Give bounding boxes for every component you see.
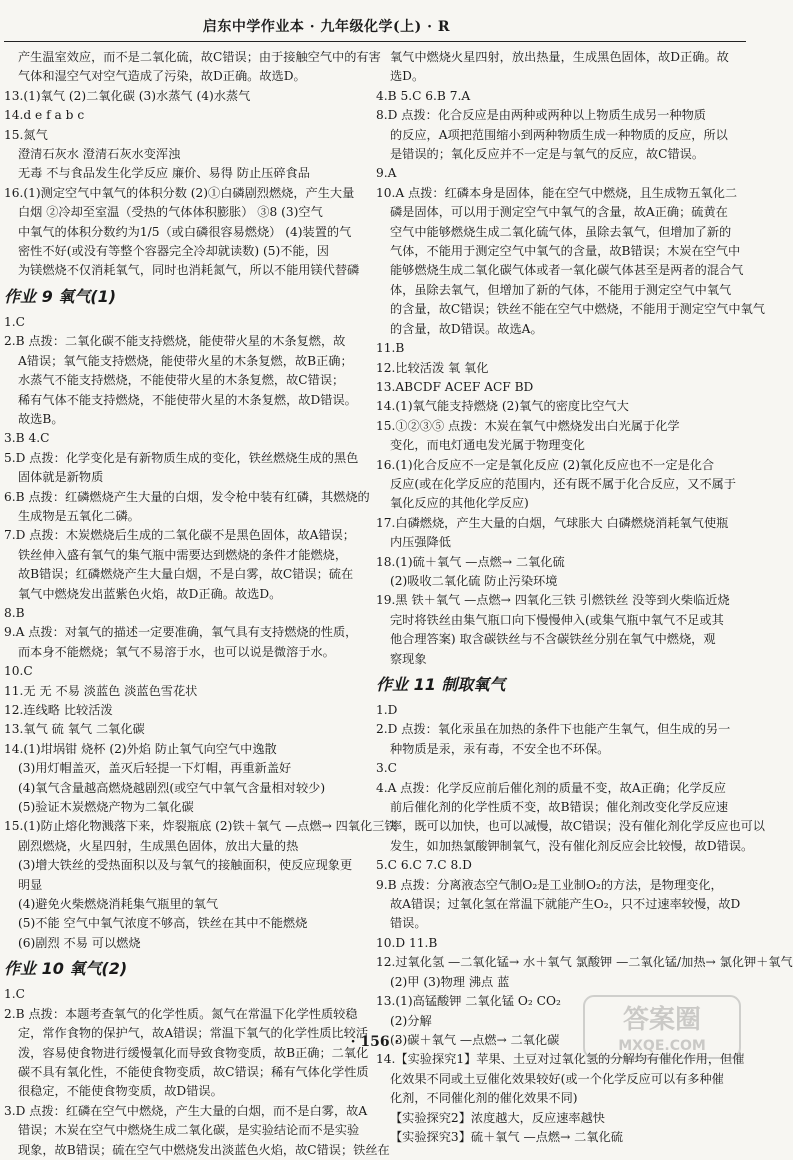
answer-line: 率，既可以加快，也可以减慢，故C错误；没有催化剂化学反应也可以 [390,819,765,834]
answer-line: (3)用灯帽盖灭，盖灭后轻提一下灯帽，再重新盖好 [18,761,292,776]
answer-line: 固体就是新物质 [18,470,104,485]
answer-line: 11.无 无 不易 淡蓝色 淡蓝色雪花状 [4,683,198,698]
answer-line: 碳不具有氧化性，不能使食物变质，故C错误；稀有气体化学性质 [18,1064,369,1079]
answer-line: A错误；氧气能支持燃烧，能使带火星的木条复燃，故B正确； [18,353,353,368]
answer-line: 1.C [4,987,25,1002]
answer-line: 13.ABCDF ACEF ACF BD [376,379,534,394]
answer-line: 很稳定，不能使食物变质，故D错误。 [18,1084,223,1099]
answer-line: (2)吸收二氧化硫 防止污染环境 [390,573,558,588]
answer-line: 13.氧气 硫 氧气 二氧化碳 [4,722,145,737]
answer-line: 11.B [376,341,405,356]
answer-line: 澄清石灰水 澄清石灰水变浑浊 [18,147,181,162]
answer-line: 产生温室效应，而不是二氧化硫，故C错误；由于接触空气中的有害 [18,50,381,64]
answer-line: 反应(或在化学反应的范围内，还有既不属于化合反应，又不属于 [390,476,737,491]
section-title: 作业 11 制取氧气 [376,675,506,694]
answer-line: 14.(1)坩埚钳 烧杯 (2)外焰 防止氧气向空气中逸散 [4,741,277,756]
answer-line: 内压强降低 [390,535,451,550]
answer-line: 15.(1)防止熔化物溅落下来，炸裂瓶底 (2)铁＋氧气 —点燃→ 四氧化三铁 [4,819,397,834]
answer-line: 4.B 5.C 6.B 7.A [376,88,471,103]
answer-line: 的反应，A项把范围缩小到两种物质生成一种物质的反应，所以 [390,127,728,142]
answer-line: 白烟 ②冷却至室温（受热的气体体积膨胀） ③8 (3)空气 [18,205,323,220]
answer-line: 氧化反应的其他化学反应) [390,496,529,511]
answer-line: 是错误的；氧化反应并不一定是与氧气的反应，故C错误。 [390,147,705,162]
answer-line: 14.【实验探究1】苹果、土豆对过氧化氢的分解均有催化作用，但催 [376,1052,745,1067]
answer-line: (2)甲 (3)物理 沸点 蓝 [390,974,510,989]
answer-line: 16.(1)化合反应不一定是氧化反应 (2)氧化反应也不一定是化合 [376,457,715,472]
answer-line: 1.C [4,314,25,329]
page-number: · 156 · [350,1034,400,1050]
answer-line: 种物质是汞，汞有毒，不安全也不环保。 [390,741,610,756]
watermark-subtext: MXQE.COM [618,1038,706,1054]
answer-line: 2.D 点拨：氧化汞虽在加热的条件下也能产生氧气，但生成的另一 [376,722,731,737]
answer-line: 明显 [18,877,43,892]
answer-line: 察现象 [390,651,427,666]
answer-line: 剧烈燃烧，火星四射，生成黑色固体，放出大量的热 [18,838,299,853]
answer-line: 15.氮气 [4,127,48,142]
answer-line: 生成物是五氧化二磷。 [18,508,140,523]
answer-line: 18.(1)硫＋氧气 —点燃→ 二氧化硫 [376,554,565,569]
answer-line: 3.D 点拨：红磷在空气中燃烧，产生大量的白烟，而不是白雾，故A [4,1103,368,1118]
answer-line: 17.白磷燃烧，产生大量的白烟，气球胀大 白磷燃烧消耗氧气使瓶 [376,515,729,530]
answer-line: 发生，如加热氯酸钾制氧气，没有催化剂反应会比较慢，故D错误。 [390,838,754,853]
answer-line: 3.B 4.C [4,431,50,446]
answer-line: 化剂，不同催化剂的催化效果不同) [390,1091,578,1106]
answer-line: 【实验探究3】硫＋氧气 —点燃→ 二氧化硫 [390,1129,623,1144]
answer-line: 2.B 点拨：二氧化碳不能支持燃烧，能使带火星的木条复燃，故 [4,334,346,349]
answer-line: 体，虽除去氧气，但增加了新的气体，不能用于测定空气中氧气 [390,282,732,297]
answer-line: 10.C [4,664,33,679]
answer-line: 19.黑 铁＋氧气 —点燃→ 四氧化三铁 引燃铁丝 没等到火柴临近烧 [376,593,730,608]
answer-line: 的含量，故D错误。故选A。 [390,321,543,336]
answer-line: 完时将铁丝由集气瓶口向下慢慢伸入(或集气瓶中氧气不足或其 [390,612,724,627]
header-rule [4,41,746,42]
answer-line: 前后催化剂的化学性质不变，故B错误；催化剂改变化学反应速 [390,800,729,815]
answer-line: 10.A 点拨：红磷本身是固体，能在空气中燃烧，且生成物五氧化二 [376,185,738,200]
answer-line: 16.(1)测定空气中氧气的体积分数 (2)①白磷剧烈燃烧，产生大量 [4,185,355,200]
answer-line: 2.B 点拨：本题考查氧气的化学性质。氮气在常温下化学性质较稳 [4,1006,358,1021]
answer-line: 现象，故B错误；硫在空气中燃烧发出淡蓝色火焰，故C错误；铁丝在 [18,1142,390,1157]
answer-line: 故选B。 [18,411,64,426]
page-header [0,6,750,42]
answer-line: 气体和湿空气对空气造成了污染，故D正确。故选D。 [18,69,306,84]
answer-line: 铁丝伸入盛有氧气的集气瓶中需要达到燃烧的条件才能燃烧， [18,547,348,562]
answer-line: 定，常作食物的保护气，故A错误；常温下氧气的化学性质比较活 [18,1026,369,1041]
answer-line: 错误；木炭在空气中燃烧生成二氧化碳，是实验结论而不是实验 [18,1123,360,1138]
answer-line: 6.B 点拨：红磷燃烧产生大量的白烟，发令枪中装有红磷，其燃烧的 [4,489,370,504]
answer-line: 他合理答案) 取含碳铁丝与不含碳铁丝分别在氧气中燃烧，观 [390,632,716,647]
answer-line: (6)剧烈 不易 可以燃烧 [18,935,141,950]
answer-line: 变化，而电灯通电发光属于物理变化 [390,438,585,453]
answer-line: (4)氧气含量越高燃烧越剧烈(或空气中氧气含量相对较少) [18,780,326,795]
answer-line: (3)碳＋氧气 —点燃→ 二氧化碳 [390,1032,560,1047]
answer-line: 为镁燃烧不仅消耗氧气，同时也消耗氮气，所以不能用镁代替磷 [18,263,360,278]
answer-line: 中氧气的体积分数约为1/5（或白磷很容易燃烧） (4)装置的气 [18,224,352,239]
answer-line: 1.D [376,703,398,717]
answer-line: 故B错误；红磷燃烧产生大量白烟，不是白雾，故C错误；硫在 [18,567,354,582]
answer-line: (2)分解 [390,1013,432,1028]
answer-line: 15.①②③⑤ 点拨：木炭在氧气中燃烧发出白光属于化学 [376,418,680,433]
answer-line: 8.D 点拨：化合反应是由两种或两种以上物质生成另一种物质 [376,108,706,123]
answer-line: 故A错误；过氧化氢在常温下就能产生O₂，只不过速率较慢，故D [390,897,741,912]
answer-line: 12.过氧化氢 —二氧化锰→ 水＋氧气 氯酸钾 —二氧化锰/加热→ 氯化钾＋氧气 [376,955,793,970]
answer-line: (5)不能 空气中氧气浓度不够高，铁丝在其中不能燃烧 [18,916,308,931]
answer-line: 空气中能够燃烧生成二氧化硫气体，虽除去氧气，但增加了新的 [390,224,732,239]
header-title: 启东中学作业本 · 九年级化学(上) · R [202,19,450,35]
answer-line: 14.d e f a b c [4,108,85,123]
answer-line: (3)增大铁丝的受热面积以及与氧气的接触面积，使反应现象更 [18,858,353,873]
answer-line: 7.D 点拨：木炭燃烧后生成的二氧化碳不是黑色固体，故A错误； [4,528,355,543]
answer-line: (4)避免火柴燃烧消耗集气瓶里的氧气 [18,897,219,912]
answer-line: 13.(1)氧气 (2)二氧化碳 (3)水蒸气 (4)水蒸气 [4,88,251,103]
section-title: 作业 10 氧气(2) [4,959,128,979]
answer-line: 3.C [376,761,397,776]
answer-line: 5.C 6.C 7.C 8.D [376,858,472,873]
answer-line: 能够燃烧生成二氧化碳气体或者一氧化碳气体甚至是两者的混合气 [390,263,744,278]
answer-line: 的含量，故C错误；铁丝不能在空气中燃烧，不能用于测定空气中氧气 [390,302,765,317]
watermark-text: 答案圈 [622,1005,702,1035]
answer-line: 泼，容易使食物进行缓慢氧化而导致食物变质，故B正确；二氧化 [18,1045,369,1060]
watermark-logo [582,994,742,1060]
answer-line: 9.A 点拨：对氧气的描述一定要准确，氧气具有支持燃烧的性质， [4,625,358,640]
answer-line: (5)验证木炭燃烧产物为二氧化碳 [18,800,194,815]
answer-line: 氧气中燃烧发出蓝紫色火焰，故D正确。故选D。 [18,586,282,601]
answer-line: 选D。 [390,69,425,84]
answer-line: 稀有气体不能支持燃烧，不能使带火星的木条复燃，故D错误。 [18,392,357,407]
answer-line: 错误。 [390,916,427,931]
answer-line: 14.(1)氧气能支持燃烧 (2)氧气的密度比空气大 [376,399,629,414]
answer-line: 化效果不同或土豆催化效果较好(或一个化学反应可以有多种催 [390,1071,724,1086]
answer-line: 12.连线略 比较活泼 [4,703,113,717]
answer-line: 9.B 点拨：分离液态空气制O₂是工业制O₂的方法，是物理变化， [376,877,723,892]
answer-line: 13.(1)高锰酸钾 二氧化锰 O₂ CO₂ [376,994,561,1009]
answer-line: 8.B [4,605,25,620]
answer-line: 而本身不能燃烧；氧气不易溶于水，也可以说是微溶于水。 [18,644,335,659]
answer-line: 12.比较活泼 氧 氧化 [376,360,489,375]
answer-line: 4.A 点拨：化学反应前后催化剂的质量不变，故A正确；化学反应 [376,780,726,795]
answer-line: 气体，不能用于测定空气中氧气的含量，故B错误；木炭在空气中 [390,244,741,259]
answer-line: 10.D 11.B [376,935,438,950]
answer-line: 无毒 不与食品发生化学反应 廉价、易得 防止压碎食品 [18,166,310,181]
answer-line: 5.D 点拨：化学变化是有新物质生成的变化，铁丝燃烧生成的黑色 [4,450,359,465]
answer-line: 【实验探究2】浓度越大，反应速率越快 [390,1110,605,1125]
answer-line: 磷是固体，可以用于测定空气中氧气的含量，故A正确；硫黄在 [390,205,728,220]
answer-line: 9.A [376,166,397,181]
answer-line: 密性不好(或没有等整个容器完全冷却就读数) (5)不能，因 [18,244,329,259]
answer-line: 氧气中燃烧火星四射，放出热量，生成黑色固体，故D正确。故 [390,50,729,64]
answer-line: 水蒸气不能支持燃烧，不能使带火星的木条复燃，故C错误； [18,373,345,388]
section-title: 作业 9 氧气(1) [4,286,117,306]
